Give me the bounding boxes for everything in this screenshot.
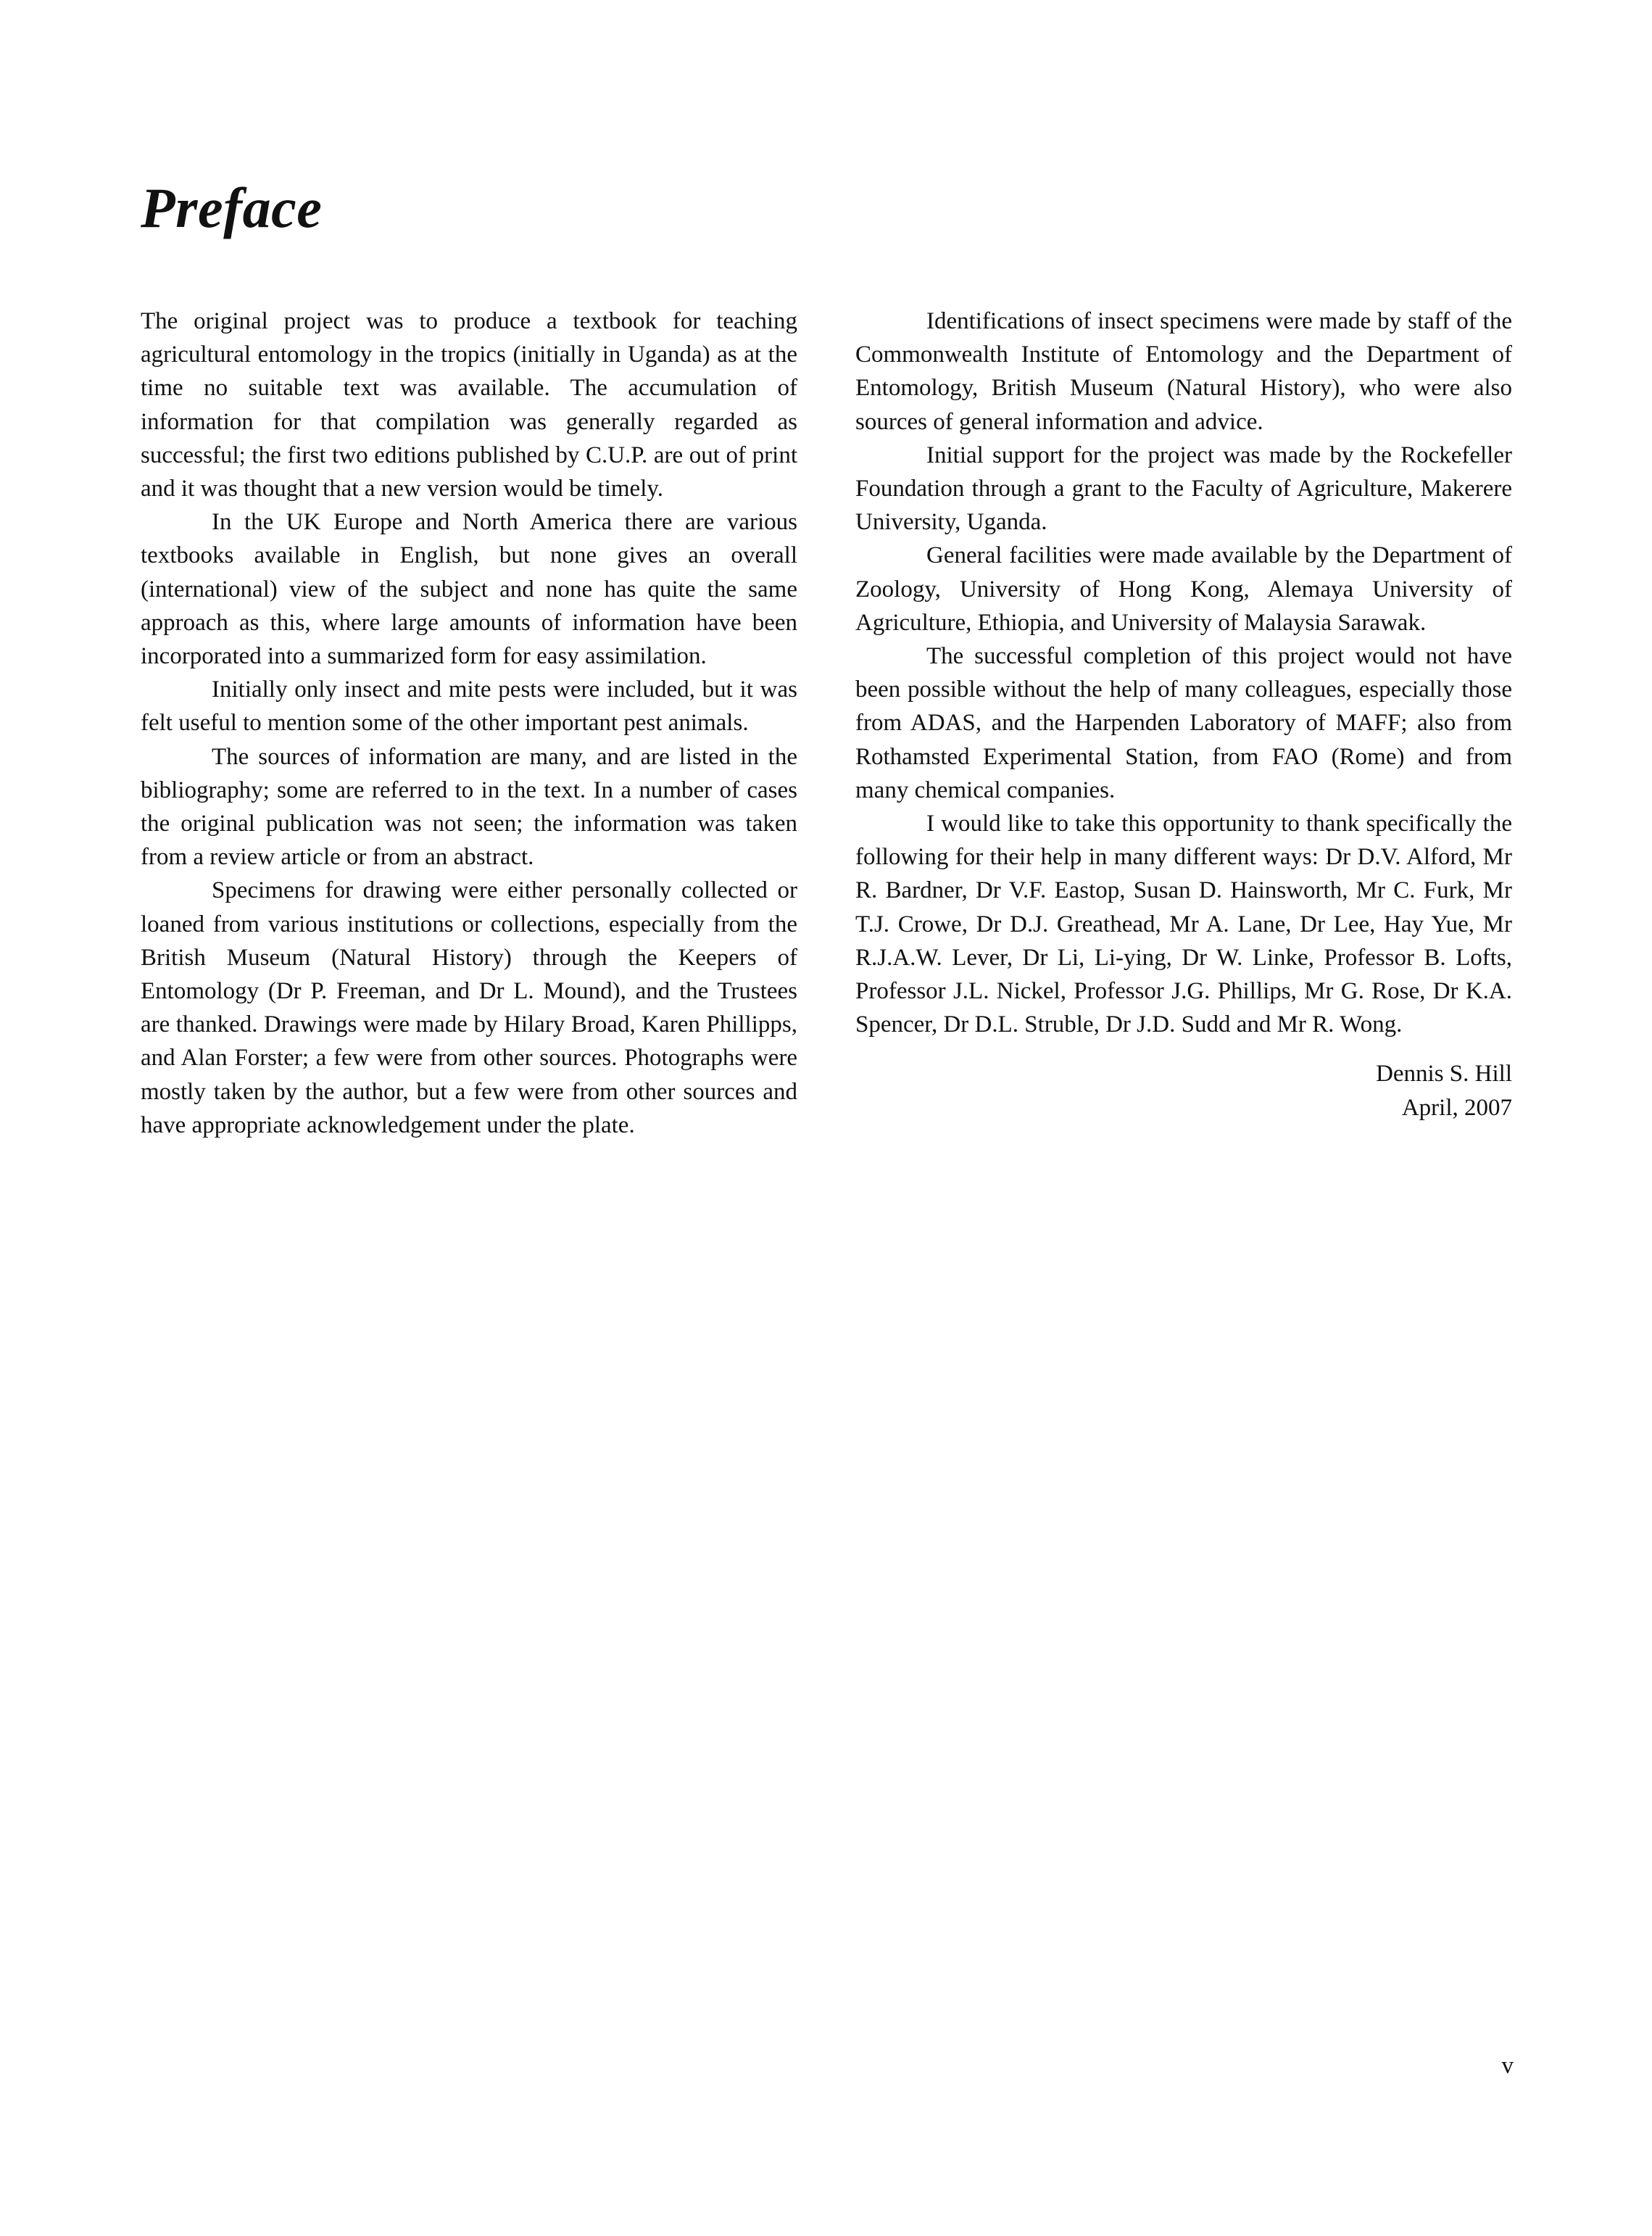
paragraph: The sources of information are many, and are listed in the bibliography; some are referred to in the text. In a number of cases the original publication was not seen; the information was taken from a review article or from an abstract.: [141, 743, 797, 871]
author-name: Dennis S. Hill: [1376, 1061, 1512, 1088]
page-title: Preface: [141, 176, 323, 239]
paragraph: Specimens for drawing were either personally collected or loaned from various institutions or collections, especially from the British Museum (Natural History) through the Keepers of Entomology (Dr P. Freeman, and Dr L. Mound), and the Trustees are thanked. Drawings were made by Hilary Broad, Karen Phillipps, and Alan Forster; a few were from other sources. Photographs were mostly taken by the author, but a few were from other sources and have appropriate acknowledgement under the plate.: [141, 877, 797, 1138]
signature-date: April, 2007: [1401, 1094, 1512, 1121]
paragraph: In the UK Europe and North America there are various textbooks available in English, but none gives an overall (international) view of the subject and none has quite the same approach as this, where large amounts of information have been incorporated into a summarized form for easy assimilation.: [141, 509, 797, 670]
page-number: v: [1501, 2053, 1514, 2079]
paragraph: Initial support for the project was made by the Rockefeller Foundation through a grant to the Faculty of Agriculture, Makerere University, Uganda.: [855, 442, 1512, 536]
right-column: [855, 305, 1512, 1125]
signature-block: [855, 1057, 1512, 1124]
paragraph: General facilities were made available by the Department of Zoology, University of Hong Kong, Alemaya University of Agriculture, Ethiopia, and University of Malaysia Sarawak.: [855, 542, 1512, 636]
paragraph: The successful completion of this project would not have been possible without the help of many colleagues, especially those from ADAS, and the Harpenden Laboratory of MAFF; also from Rothamsted Experimental Station, from FAO (Rome) and from many chemical companies.: [855, 643, 1512, 803]
paragraph: I would like to take this opportunity to thank specifically the following for their help in many different ways: Dr D.V. Alford, Mr R. Bardner, Dr V.F. Eastop, Susan D. Hainsworth, Mr C. Furk, Mr T.J. Crowe, Dr D.J. Greathead, Mr A. Lane, Dr Lee, Hay Yue, Mr R.J.A.W. Lever, Dr Li, Li-ying, Dr W. Linke, Professor B. Lofts, Professor J.L. Nickel, Professor J.G. Phillips, Mr G. Rose, Dr K.A. Spencer, Dr D.L. Struble, Dr J.D. Sudd and Mr R. Wong.: [855, 811, 1512, 1038]
paragraph: Initially only insect and mite pests were included, but it was felt useful to mention some of the other important pest animals.: [141, 676, 797, 737]
left-column: [141, 305, 797, 1142]
paragraph: Identifications of insect specimens were made by staff of the Commonwealth Institute of Entomology and the Department of Entomology, British Museum (Natural History), who were also sources of general information and advice.: [855, 308, 1512, 435]
paragraph: The original project was to produce a textbook for teaching agricultural entomology in the tropics (initially in Uganda) as at the time no suitable text was available. The accumulation of information for that compilation was generally regarded as successful; the first two editions published by C.U.P. are out of print and it was thought that a new version would be timely.: [141, 308, 797, 502]
